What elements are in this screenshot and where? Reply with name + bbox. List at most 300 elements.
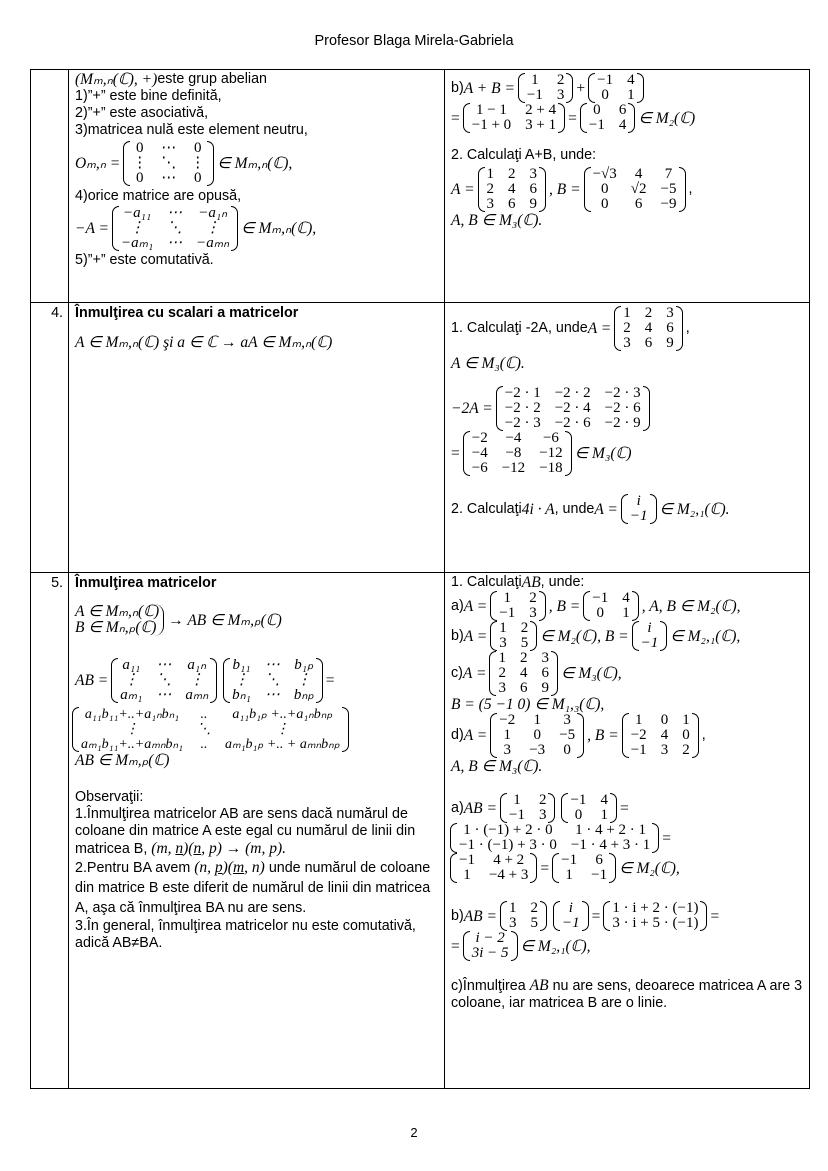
matrix-cell: 2 [644,305,653,321]
matrix-cell: aₘ₁b₁ₚ +.. + aₘₙbₙₚ [224,737,340,752]
matrix-cell: .. [200,707,208,722]
matrix-cell: 4 [644,320,653,336]
math: AB = [75,672,109,689]
matrix-cell: 2 [498,665,506,681]
math: −2A = [451,400,493,417]
matrix-cell: 4 [600,792,608,808]
matrix-cell: −1 [499,605,516,621]
matrix-cell: −1 · 4 + 3 · 1 [570,837,651,853]
matrix-cell: 3 [509,915,517,931]
math: , B = [587,727,619,744]
math: B ∈ Mₙ,ₚ(ℂ) [75,619,157,636]
text: , [688,181,693,197]
matrix-cell: 3 · i + 5 · (−1) [612,915,699,931]
math: A = [463,727,488,744]
math: , B = [549,181,581,198]
matrix-cell: −1 [588,117,605,133]
matrix-grid [457,853,530,883]
matrix-cell: −2 · 3 [604,385,641,401]
math: ∈ M₂,₁(ℂ). [659,500,730,518]
matrix-cell: −4 [471,445,488,461]
matrix-cell: 3 [499,635,507,651]
matrix-cell: −5 [559,727,576,743]
matrix [111,658,217,703]
matrix-cell: ⋱ [264,672,280,688]
matrix-cell: √2 [630,181,647,197]
matrix-cell: 7 [664,166,673,182]
math: AB ∈ Mₘ,ₚ(ℂ) [75,752,170,769]
text: 1. Calculaţi [451,574,522,590]
matrix-cell: 6 [519,680,528,696]
left-cell [69,70,445,303]
matrix-cell: 9 [541,680,549,696]
matrix-cell: −6 [471,460,488,476]
math: ∈ M₂,₁(ℂ), [520,937,591,955]
matrix-cell: −2 · 6 [554,415,591,431]
matrix-cell: 1 [499,620,507,636]
matrix-grid [130,141,207,186]
matrix-grid [560,901,582,931]
matrix-cell: 9 [666,335,674,351]
matrix-cell: 1 [682,712,690,728]
matrix-grid [497,713,577,758]
text: b) [451,79,464,96]
math: AB [521,574,541,591]
matrix-cell: −1 [562,915,580,931]
matrix-grid [621,306,676,351]
matrix-cell: 4 [519,665,528,681]
math: = [451,445,460,462]
matrix-cell: 2 + 4 [525,102,557,118]
math: (n, [194,859,215,876]
text: 2)”+” este asociativă, [75,105,209,121]
matrix-cell: −1 [561,852,578,868]
matrix [490,621,537,651]
matrix-cell: −2 · 9 [604,415,641,431]
matrix-cell: 6 [644,335,653,351]
matrix-cell: 1 [623,305,631,321]
matrix-cell: −12 [501,460,526,476]
matrix-cell: ⋮ [129,220,145,236]
matrix-cell: −8 [505,445,522,461]
matrix-cell: aₘ₁ [120,687,143,703]
matrix-cell: 1 [486,166,495,182]
matrix-cell: 6 [541,665,549,681]
matrix-cell: a₁₁b₁ₚ +..+a₁ₙbₙₚ [232,707,333,722]
matrix-cell: −a₁ₙ [198,205,228,221]
math: ∈ M₂(ℂ) [638,109,696,127]
matrix-cell: 4 [508,181,516,197]
matrix [583,591,638,621]
matrix-cell: −18 [539,460,563,476]
math: (m, [151,840,176,857]
math: = [662,829,672,847]
matrix-cell: −1 + 0 [471,117,512,133]
page-header: Profesor Blaga Mirela-Gabriela [314,33,514,49]
math: + [576,79,586,97]
matrix-cell: 2 [682,742,690,758]
matrix-cell: −√3 [592,166,617,182]
matrix [500,793,555,823]
math: −A = [75,220,109,237]
matrix-cell: −5 [660,181,677,197]
matrix-cell: 0 [136,170,144,186]
matrix-cell: 3 + 1 [525,117,557,133]
matrix-cell: ⋱ [167,220,183,236]
matrix-cell: 1 [565,867,573,883]
matrix-cell: ⋱ [156,672,172,688]
matrix-cell: −1 [459,852,475,868]
section-title: Înmulţirea matricelor [75,575,217,591]
matrix-cell: b₁ₚ [294,657,314,673]
math: )( [183,840,194,857]
matrix-cell: 0 [194,170,202,186]
matrix-cell: .. [200,737,208,752]
math: ∈ M₂(ℂ), B = [540,627,629,645]
brace [75,604,164,636]
matrix-grid [568,793,609,823]
matrix-cell: −1 [509,807,525,823]
matrix-cell: −1 [570,792,587,808]
math: 4i · A [521,500,555,518]
matrix-cell: 1 [503,590,511,606]
matrix-cell: i [647,620,652,636]
matrix-cell: ⋮ [124,722,139,737]
zero-matrix [123,141,214,186]
matrix-cell: ⋯ [156,657,172,673]
matrix-grid [457,823,652,853]
math: A = [463,597,488,615]
matrix-cell: −1 [597,72,614,88]
matrix-cell: ⋮ [190,155,206,171]
observation-3: 3.În general, înmulţirea matricelor nu este comutativă, adică AB≠BA. [75,918,416,951]
matrix-cell: 2 [519,650,528,666]
right-cell [445,573,810,1089]
matrix-cell: a₁ₙ [187,657,207,673]
matrix-cell: 2 [623,320,631,336]
matrix-cell: 4 [622,590,630,606]
matrix-cell: 6 [529,181,538,197]
matrix-cell: ⋯ [167,205,183,221]
text: 5)”+” este comutativă. [75,252,214,268]
matrix-cell: i [636,493,641,509]
matrix-cell: 0 [593,102,601,118]
matrix-cell: −2 · 4 [554,400,591,416]
text: d) [451,727,464,743]
math: AB = [463,799,497,817]
text: b) [451,627,464,644]
matrix-cell: 0 [600,181,609,197]
matrix-cell: 1 − 1 [475,102,507,118]
math: Oₘ,ₙ = [75,155,121,172]
matrix-cell: 3 [541,650,549,666]
matrix-cell: 1 [533,712,541,728]
matrix-cell: bₙ₁ [232,687,251,703]
text: 1)”+” este bine definită, [75,88,222,104]
matrix-cell: 1 [622,605,630,621]
matrix-cell: −2 [499,712,516,728]
matrix-grid [230,658,316,703]
matrix-cell: 0 [533,727,541,743]
matrix-cell: 3 [556,87,565,103]
matrix-cell: aₘₙ [185,687,209,703]
matrix-cell: −1 [592,590,609,606]
matrix-cell: 0 [682,727,690,743]
matrix-cell: 6 [508,196,516,212]
product-matrix [72,707,349,752]
matrix-cell: ⋱ [196,722,211,737]
matrix-cell: ⋯ [264,687,280,703]
matrix-cell: 0 [194,140,202,156]
matrix-cell: 3 [666,305,674,321]
math: = [591,907,601,925]
matrix-cell: 1 [531,72,539,88]
matrix-cell: 2 [486,181,495,197]
text: nu are sens, deoarece matricea A are 3 coloane, iar matricea B are o linie. [451,978,803,1011]
math: A = [462,665,487,682]
text: este grup abelian [157,71,268,87]
matrix-cell: a₁₁b₁₁+..+a₁ₙbₙ₁ [84,707,180,722]
matrix-grid [496,651,551,696]
math: )( [222,859,233,876]
matrix-cell: aₘ₁b₁₁+..+aₘₙbₙ₁ [81,737,183,752]
math: A = [463,627,488,645]
matrix-cell: −4 [505,430,522,446]
matrix-cell: 0 [600,196,609,212]
matrix [614,306,683,351]
matrix-grid [485,167,540,212]
matrix-cell: 1 [627,87,635,103]
matrix-cell: −1 [629,508,648,524]
row-number: 5. [31,573,69,1089]
matrix-grid [591,167,679,212]
matrix-cell: 1 [600,807,608,823]
matrix-cell: 3 [503,742,511,758]
matrix-grid [507,901,540,931]
math: , B = [548,597,581,615]
matrix-cell: i [568,900,573,916]
matrix-cell: 0 [596,605,605,621]
matrix [489,651,558,696]
matrix [553,901,589,931]
matrix-cell: ⋮ [296,672,312,688]
matrix [490,591,545,621]
row-number [31,70,69,303]
math: A + B = [463,79,515,97]
matrix-cell: 6 [666,320,674,336]
text: 4)orice matrice are opusă, [75,188,242,204]
observation-2 [75,858,438,918]
table-row [31,303,810,573]
matrix-cell: 3 [529,166,538,182]
matrix-cell: −a₁₁ [123,205,152,221]
conclusion-text [451,977,803,1012]
exercise-text: 2. Calculaţi A+B, unde: [451,147,597,163]
text: a) [451,597,464,614]
matrix-grid [610,901,700,931]
matrix-cell: 3 [498,680,506,696]
math: ∈ M₃(ℂ), [560,665,622,682]
matrix-cell: 1 [463,867,471,883]
matrix-grid [118,658,210,703]
matrix-cell: −2 · 2 [554,385,591,401]
matrix-cell: 1 [634,712,643,728]
matrix-grid [559,853,609,883]
text: 2.Pentru BA avem [75,860,195,876]
matrix-cell: 1 [503,727,511,743]
math: AB = [463,907,497,925]
math: , n) [244,859,265,876]
matrix [463,931,518,961]
matrix-cell: 1 [509,900,517,916]
matrix-cell: 3 [538,807,547,823]
matrix [496,386,650,431]
text: , [701,727,706,743]
math: → AB ∈ Mₘ,ₚ(ℂ) [168,611,282,629]
matrix-cell: ⋮ [132,155,148,171]
matrix-cell: bₙₚ [293,687,314,703]
matrix-cell: −9 [660,196,677,212]
matrix-grid [639,621,661,651]
text: c) [451,665,463,681]
matrix-cell: ⋱ [161,155,177,171]
matrix [450,823,659,853]
matrix-cell: −1 [640,635,659,651]
right-cell [445,70,810,303]
matrix [584,167,686,212]
math: = [710,907,720,925]
math: = [540,859,550,877]
text: 1.Înmulţirea matricelor AB are sens dacă numărul de coloane din matrice A este egal cu numărul de linii din matricea B, [75,806,416,857]
text: , [685,320,690,336]
math: ∈ Mₘ,ₙ(ℂ), [217,155,293,172]
matrix-cell: −12 [539,445,563,461]
matrix-cell: 0 [574,807,583,823]
math: ∈ Mₘ,ₙ(ℂ), [241,220,317,237]
matrix-cell: 3 [486,196,495,212]
matrix [463,103,565,133]
matrix-cell: ⋯ [161,140,177,156]
observations-title: Observaţii: [75,789,144,805]
matrix-grid [470,431,565,476]
math: A ∈ Mₘ,ₙ(ℂ) [75,603,160,620]
math: n [175,840,184,857]
matrix [588,73,643,103]
right-cell [445,303,810,573]
text: 3)matricea nulă este element neutru, [75,122,308,138]
matrix [632,621,668,651]
matrix-cell: ⋮ [189,672,205,688]
page-number: 2 [410,1125,418,1140]
matrix-grid [595,73,636,103]
matrix-cell: −6 [542,430,559,446]
matrix-cell: 4 [634,166,643,182]
matrix-cell: 4 [618,117,627,133]
left-cell [69,303,445,573]
matrix-cell: ⋯ [161,170,177,186]
matrix-cell: b₁₁ [232,657,251,673]
math: A = [451,181,475,198]
matrix-cell: 4 [660,727,669,743]
text: b) [451,907,464,924]
math: p [214,859,223,876]
matrix-cell: 2 [556,72,565,88]
matrix-cell: −aₘₙ [196,235,230,251]
math: = [451,937,460,955]
math: A = [587,320,612,337]
text: , unde: [540,574,585,590]
text: 2. Calculaţi [451,500,522,517]
matrix-cell: 6 [634,196,643,212]
matrix-cell: −2 · 1 [504,385,541,401]
matrix-cell: 0 [601,87,609,103]
matrix-cell: a₁₁ [122,657,141,673]
math: ∈ M₂,₁(ℂ), [670,627,741,645]
matrix-cell: 1 · 4 + 2 · 1 [575,822,647,838]
matrix-cell: 0 [563,742,571,758]
matrix-cell: ⋮ [205,220,221,236]
table-row [31,573,810,1089]
matrix-cell: 2 [508,166,516,182]
matrix-cell: −2 · 6 [604,400,641,416]
matrix-cell: −2 [471,430,488,446]
observation-1 [75,806,438,858]
table-row [31,70,810,303]
math: A ∈ M₃(ℂ). [451,355,525,372]
math: A ∈ Mₘ,ₙ(ℂ) şi a ∈ ℂ → aA ∈ Mₘ,ₙ(ℂ) [75,334,333,351]
matrix-cell: 2 [529,590,537,606]
matrix-cell: −2 · 2 [504,400,541,416]
matrix-cell: −1 [630,742,647,758]
content-table [30,69,810,1089]
math: , p) → (m, p). [201,840,287,857]
matrix-grid [470,103,558,133]
math: A, B ∈ M₃(ℂ). [451,212,543,229]
matrix-cell: 0 [136,140,144,156]
matrix-cell: −aₘ₁ [120,235,154,251]
opposite-matrix [112,206,238,251]
matrix-cell: 1 · i + 2 · (−1) [612,900,699,916]
matrix-cell: ⋯ [156,687,172,703]
matrix-cell: −4 + 3 [488,867,529,883]
matrix-cell: −2 [630,727,647,743]
math: B = (5 −1 0) ∈ M₁,₃(ℂ), [451,696,605,713]
matrix-cell: 4 [627,72,635,88]
matrix-cell: 9 [529,196,538,212]
matrix [603,901,707,931]
math: = [325,672,335,689]
matrix-grid [470,931,511,961]
math: = [451,109,460,127]
matrix-grid [525,73,566,103]
matrix-grid [503,386,643,431]
section-title: Înmulţirea cu scalari a matricelor [75,305,299,321]
math: = [568,109,577,127]
matrix-grid [79,707,342,752]
matrix-cell: 2 [538,792,547,808]
matrix-cell: 1 [513,792,521,808]
matrix-cell: −1 [591,867,608,883]
matrix [561,793,616,823]
matrix-cell: 3 [563,712,571,728]
matrix [223,658,323,703]
matrix [621,494,657,524]
matrix-cell: 0 [660,712,669,728]
matrix-cell: 4 + 2 [493,852,525,868]
text: unde numărul de coloane din matrice B este diferit de numărul de linii din matricea A, aşa că înmulţirea BA nu are sens. [75,860,431,916]
matrix-grid [119,206,231,251]
matrix-cell: 1 · (−1) + 2 · 0 [463,822,553,838]
